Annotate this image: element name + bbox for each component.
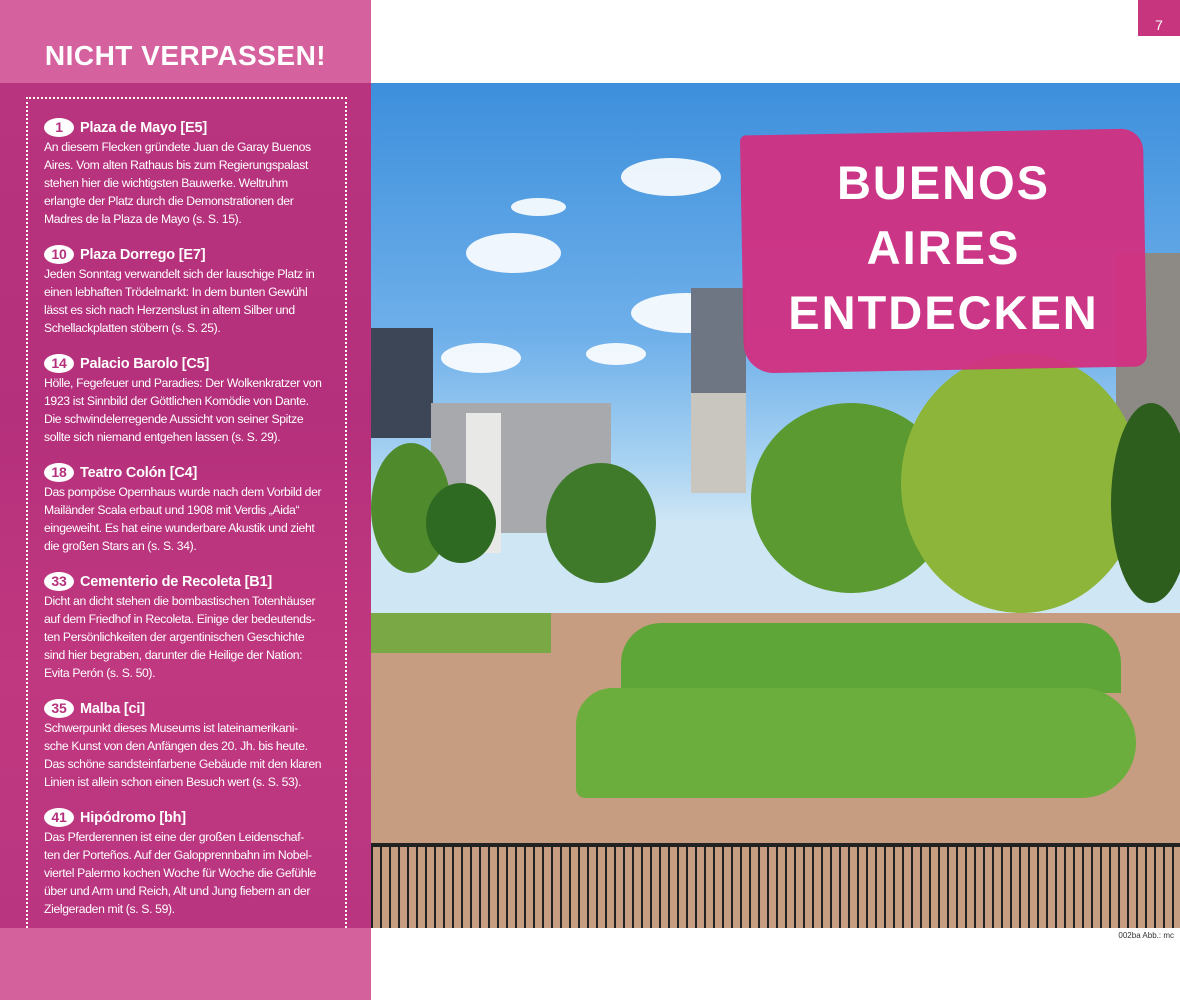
list-item	[44, 571, 360, 682]
item-text: Das schöne sandsteinfarbene Gebäude mit den klaren	[44, 757, 322, 771]
item-text: sche Kunst von den Anfängen des 20. Jh. bis heute.	[44, 739, 308, 753]
item-text: Schellackplatten stöbern (s. S. 25).	[44, 321, 221, 335]
item-text: ten Persönlichkeiten der argentinischen Geschichte	[44, 630, 305, 644]
list-item	[44, 244, 360, 337]
number-badge: 14	[44, 354, 74, 373]
item-text: Das Pferderennen ist eine der großen Leidenschaf-	[44, 830, 304, 844]
item-text: Die schwindelerregende Aussicht von seiner Spitze	[44, 412, 304, 426]
sidebar-heading: NICHT VERPASSEN!	[44, 40, 327, 71]
sidebar-footer	[0, 928, 371, 1000]
item-text: sind hier begraben, darunter die Heilige der Nation:	[44, 648, 303, 662]
item-title: Palacio Barolo [C5]	[80, 355, 210, 372]
item-text: An diesem Flecken gründete Juan de Garay Buenos	[44, 140, 311, 154]
item-text: Hölle, Fegefeuer und Paradies: Der Wolkenkratzer von	[44, 376, 322, 390]
item-title: Hipódromo [bh]	[80, 809, 186, 826]
item-title: Teatro Colón [C4]	[80, 464, 198, 481]
list-item	[44, 807, 360, 918]
item-text: eingeweiht. Es hat eine wunderbare Akustik und zieht	[44, 521, 315, 535]
photo-credit: 002ba Abb.: mc	[1118, 931, 1174, 940]
item-text: viertel Palermo kochen Woche für Woche die Gefühle	[44, 866, 316, 880]
item-title: Cementerio de Recoleta [B1]	[80, 573, 273, 590]
number-badge: 41	[44, 808, 74, 827]
item-text: einen lebhaften Trödelmarkt: In dem bunten Gewühl	[44, 285, 308, 299]
sidebar-header	[0, 0, 371, 83]
list-item	[44, 462, 360, 555]
number-badge: 35	[44, 699, 74, 718]
item-text: 1923 ist Sinnbild der Göttlichen Komödie von Dante.	[44, 394, 309, 408]
item-text: Madres de la Plaza de Mayo (s. S. 15).	[44, 212, 242, 226]
item-text: Evita Perón (s. S. 50).	[44, 666, 156, 680]
item-title: Plaza Dorrego [E7]	[80, 246, 206, 263]
item-text: über und Arm und Reich, Alt und Jung fiebern an der	[44, 884, 311, 898]
title-line: ENTDECKEN	[788, 286, 1099, 339]
item-text: erlangte der Platz durch die Demonstrationen der	[44, 194, 294, 208]
number-badge: 18	[44, 463, 74, 482]
item-text: Zielgeraden mit (s. S. 59).	[44, 902, 175, 916]
item-text: ten der Porteños. Auf der Galopprennbahn im Nobel-	[44, 848, 312, 862]
page-title	[742, 150, 1145, 345]
title-line: BUENOS	[836, 156, 1051, 209]
item-text: Aires. Vom alten Rathaus bis zum Regierungspalast	[44, 158, 308, 172]
item-text: Jeden Sonntag verwandelt sich der lauschige Platz in	[44, 267, 315, 281]
list-item	[44, 353, 360, 446]
item-text: Dicht an dicht stehen die bombastischen Totenhäuser	[44, 594, 316, 608]
page-number: 7	[1138, 0, 1180, 36]
item-text: die großen Stars an (s. S. 34).	[44, 539, 197, 553]
title-line: AIRES	[866, 221, 1021, 274]
item-text: lässt es sich nach Herzenslust in altem Silber und	[44, 303, 295, 317]
item-text: Schwerpunkt dieses Museums ist lateinamerikani-	[44, 721, 298, 735]
item-text: Linien ist allein schon einen Besuch wert (s. S. 53).	[44, 775, 302, 789]
number-badge: 1	[44, 118, 74, 137]
item-text: sollte sich niemand entgehen lassen (s. S. 29).	[44, 430, 281, 444]
list-item	[44, 117, 360, 228]
item-text: auf dem Friedhof in Recoleta. Einige der bedeutends-	[44, 612, 316, 626]
item-title: Malba [ci]	[80, 700, 145, 717]
item-text: stehen hier die wichtigsten Bauwerke. Weltruhm	[44, 176, 288, 190]
highlight-list	[44, 117, 360, 934]
number-badge: 10	[44, 245, 74, 264]
item-text: Das pompöse Opernhaus wurde nach dem Vorbild der	[44, 485, 322, 499]
list-item	[44, 698, 360, 791]
item-text: Mailänder Scala erbaut und 1908 mit Verdis „Aida“	[44, 503, 300, 517]
fence-bars	[371, 843, 1180, 928]
item-title: Plaza de Mayo [E5]	[80, 119, 207, 136]
number-badge: 33	[44, 572, 74, 591]
